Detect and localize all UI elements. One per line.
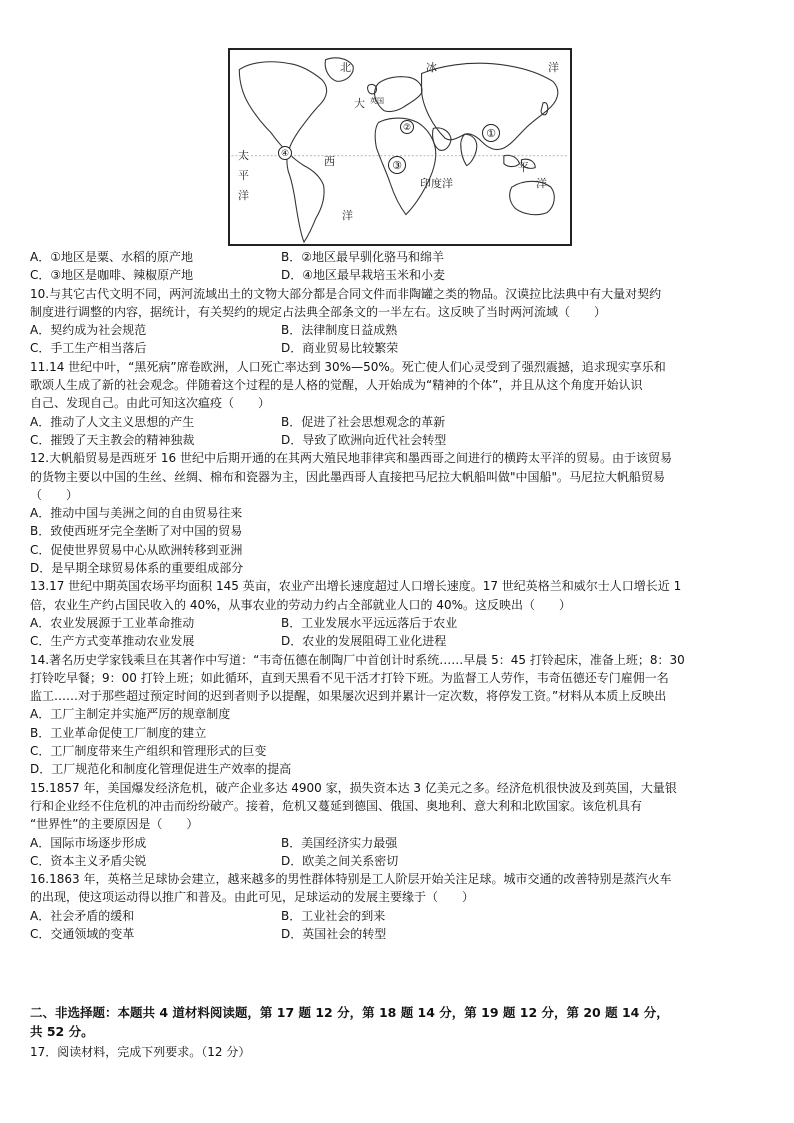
question-16	[30, 870, 770, 943]
question-stem-line: 13.17 世纪中期英国农场平均面积 145 英亩，农业产出增长速度超过人口增长速度。17 世纪英格兰和威尔士人口增长近 1	[30, 579, 682, 594]
question-17-intro: 17．阅读材料，完成下列要求。（12 分）	[30, 1045, 251, 1059]
question-stem-line: 16.1863 年，英格兰足球协会建立，越来越多的男性群体特别是工人阶层开始关注足球。城市交通的改善特别是蒸汽火车	[30, 872, 672, 887]
map-label-indian-ocean: 印度洋	[420, 177, 453, 190]
question-13	[30, 577, 770, 650]
option-d: D．欧美之间关系密切	[281, 853, 399, 868]
map-label-ocean-right: 洋	[548, 61, 559, 74]
map-label-tai: 太	[238, 149, 249, 162]
question-stem-line: 的货物主要以中国的生丝、丝绸、棉布和瓷器为主，因此墨西哥人直接把马尼拉大帆船叫做"中国船"。马尼拉大帆船贸易	[30, 469, 666, 484]
map-label-north: 北	[340, 61, 351, 74]
option-c: C．手工生产相当落后	[30, 341, 147, 356]
map-label-ping-right: 平	[518, 161, 529, 174]
question-stem-line: （ ）	[30, 487, 79, 502]
question-stem-line: 10.与其它古代文明不同，两河流域出土的文物大部分都是合同文件而非陶罐之类的物品。汉谟拉比法典中有大量对契约	[30, 286, 662, 301]
question-stem-line: 行和企业经不住危机的冲击而纷纷破产。接着，危机又蔓延到德国、俄国、奥地利、意大利和北欧国家。该危机具有	[30, 798, 643, 813]
map-label-ping: 平	[238, 169, 249, 182]
question-10	[30, 285, 770, 358]
map-label-ocean-bottom: 洋	[342, 209, 353, 222]
option-a: A．社会矛盾的缓和	[30, 908, 135, 923]
option-row	[30, 248, 770, 266]
option-b: B．致使西班牙完全垄断了对中国的贸易	[30, 524, 243, 539]
section-2-title-line: 共 52 分。	[30, 1024, 94, 1039]
option-row	[30, 925, 770, 943]
question-14	[30, 651, 770, 779]
question-12	[30, 449, 770, 577]
option-a: A．契约成为社会规范	[30, 323, 147, 338]
question-15	[30, 779, 770, 870]
option-d: D．④地区最早栽培玉米和小麦	[281, 268, 445, 283]
map-marker-2: ②	[400, 120, 414, 134]
question-stem-line: 歌颂人生成了新的社会观念。伴随着这个过程的是人格的觉醒，人开始成为“精神的个体”，并且从这个角度开始认识	[30, 378, 643, 393]
map-marker-3: ③	[388, 156, 406, 174]
option-c: C．资本主义矛盾尖锐	[30, 853, 147, 868]
option-a: A．推动了人文主义思想的产生	[30, 414, 195, 429]
option-row	[30, 907, 770, 925]
world-map-figure	[228, 48, 572, 246]
option-c: C．工厂制度带来生产组织和管理形式的巨变	[30, 744, 267, 759]
option-b: B．美国经济实力最强	[281, 835, 398, 850]
option-row	[30, 321, 770, 339]
question-stem-line: 12.大帆船贸易是西班牙 16 世纪中后期开通的在其两大殖民地菲律宾和墨西哥之间进行的横跨太平洋的贸易。由于该贸易	[30, 451, 672, 466]
question-stem-line: “世界性”的主要原因是（ ）	[30, 817, 199, 832]
option-row	[30, 413, 770, 431]
option-b: B．工业社会的到来	[281, 908, 386, 923]
option-a: A．农业发展源于工业革命推动	[30, 615, 195, 630]
question-9	[30, 248, 770, 285]
option-d: D．农业的发展阻碍工业化进程	[281, 634, 447, 649]
map-label-uk: 英国	[370, 97, 384, 105]
map-marker-1: ①	[482, 124, 500, 142]
map-label-da: 大	[354, 97, 365, 110]
option-d: D．英国社会的转型	[281, 926, 387, 941]
option-b: B．法律制度日益成熟	[281, 323, 398, 338]
question-stem-line: 15.1857 年，美国爆发经济危机，破产企业多达 4900 家，损失资本达 3 亿美元之多。经济危机很快波及到英国，大量银	[30, 780, 677, 795]
option-d: D．工厂规范化和制度化管理促进生产效率的提高	[30, 762, 292, 777]
option-row	[30, 339, 770, 357]
option-d: D．是早期全球贸易体系的重要组成部分	[30, 561, 244, 576]
map-label-yang-right: 洋	[536, 177, 547, 190]
question-stem-line: 14.著名历史学家钱乘旦在其著作中写道：“韦奇伍德在制陶厂中首创计时系统……早晨 5：45 打铃起床，准备上班；8：30	[30, 652, 685, 667]
option-c: C．摧毁了天主教会的精神独裁	[30, 432, 195, 447]
question-stem-line: 打铃吃早餐；9：00 打铃上班；如此循环，直到天黑看不见干活才打铃下班。为监督工人劳作，韦奇伍德还专门雇佣一名	[30, 670, 669, 685]
map-label-ice: 冰	[426, 61, 437, 74]
option-row	[30, 614, 770, 632]
option-a: A．工厂主制定并实施严厉的规章制度	[30, 707, 231, 722]
choice-questions	[30, 248, 770, 943]
option-b: B．②地区最早驯化骆马和绵羊	[281, 250, 444, 264]
option-row	[30, 852, 770, 870]
map-label-yang-left: 洋	[238, 189, 249, 202]
option-c: C．③地区是咖啡、辣椒原产地	[30, 268, 194, 283]
option-d: D．商业贸易比较繁荣	[281, 341, 399, 356]
option-c: C．交通领域的变革	[30, 926, 135, 941]
question-stem-line: 11.14 世纪中叶，“黑死病”席卷欧洲，人口死亡率达到 30%—50%。死亡使人们心灵受到了强烈震撼，追求现实享乐和	[30, 359, 666, 374]
question-stem-line: 倍，农业生产约占国民收入的 40%，从事农业的劳动力约占全部就业人口的 40%。这反映出（ ）	[30, 597, 571, 612]
option-b: B．促进了社会思想观念的革新	[281, 414, 446, 429]
question-stem-line: 的出现，使这项运动得以推广和普及。由此可见，足球运动的发展主要缘于（ ）	[30, 890, 475, 905]
option-a: A．国际市场逐步形成	[30, 835, 147, 850]
option-row	[30, 266, 770, 284]
option-row	[30, 834, 770, 852]
option-c: C．促使世界贸易中心从欧洲转移到亚洲	[30, 542, 243, 557]
section-2-heading	[30, 1003, 770, 1041]
option-a: A．推动中国与美洲之间的自由贸易往来	[30, 506, 243, 521]
question-stem-line: 自己、发现自己。由此可知这次瘟疫（ ）	[30, 396, 271, 411]
option-a: A．①地区是粟、水稻的原产地	[30, 250, 193, 264]
option-b: B．工业发展水平远远落后于农业	[281, 615, 458, 630]
option-row	[30, 431, 770, 449]
option-b: B．工业革命促使工厂制度的建立	[30, 725, 207, 740]
section-2-title-line: 二、非选择题：本题共 4 道材料阅读题，第 17 题 12 分，第 18 题 14 分，第 19 题 12 分，第 20 题 14 分，	[30, 1005, 669, 1020]
map-label-xi: 西	[324, 155, 335, 168]
option-c: C．生产方式变革推动农业发展	[30, 634, 195, 649]
option-d: D．导致了欧洲向近代社会转型	[281, 432, 447, 447]
question-stem-line: 制度进行调整的内容，据统计，有关契约的规定占法典全部条文的一半左右。这反映了当时两河流域（ ）	[30, 304, 607, 319]
question-11	[30, 358, 770, 449]
map-marker-4: ④	[278, 146, 292, 160]
question-stem-line: 监工……对于那些超过预定时间的迟到者则予以提醒，如果屡次迟到并累计一定次数，将停发工资。”材料从本质上反映出	[30, 689, 667, 704]
option-row	[30, 632, 770, 650]
